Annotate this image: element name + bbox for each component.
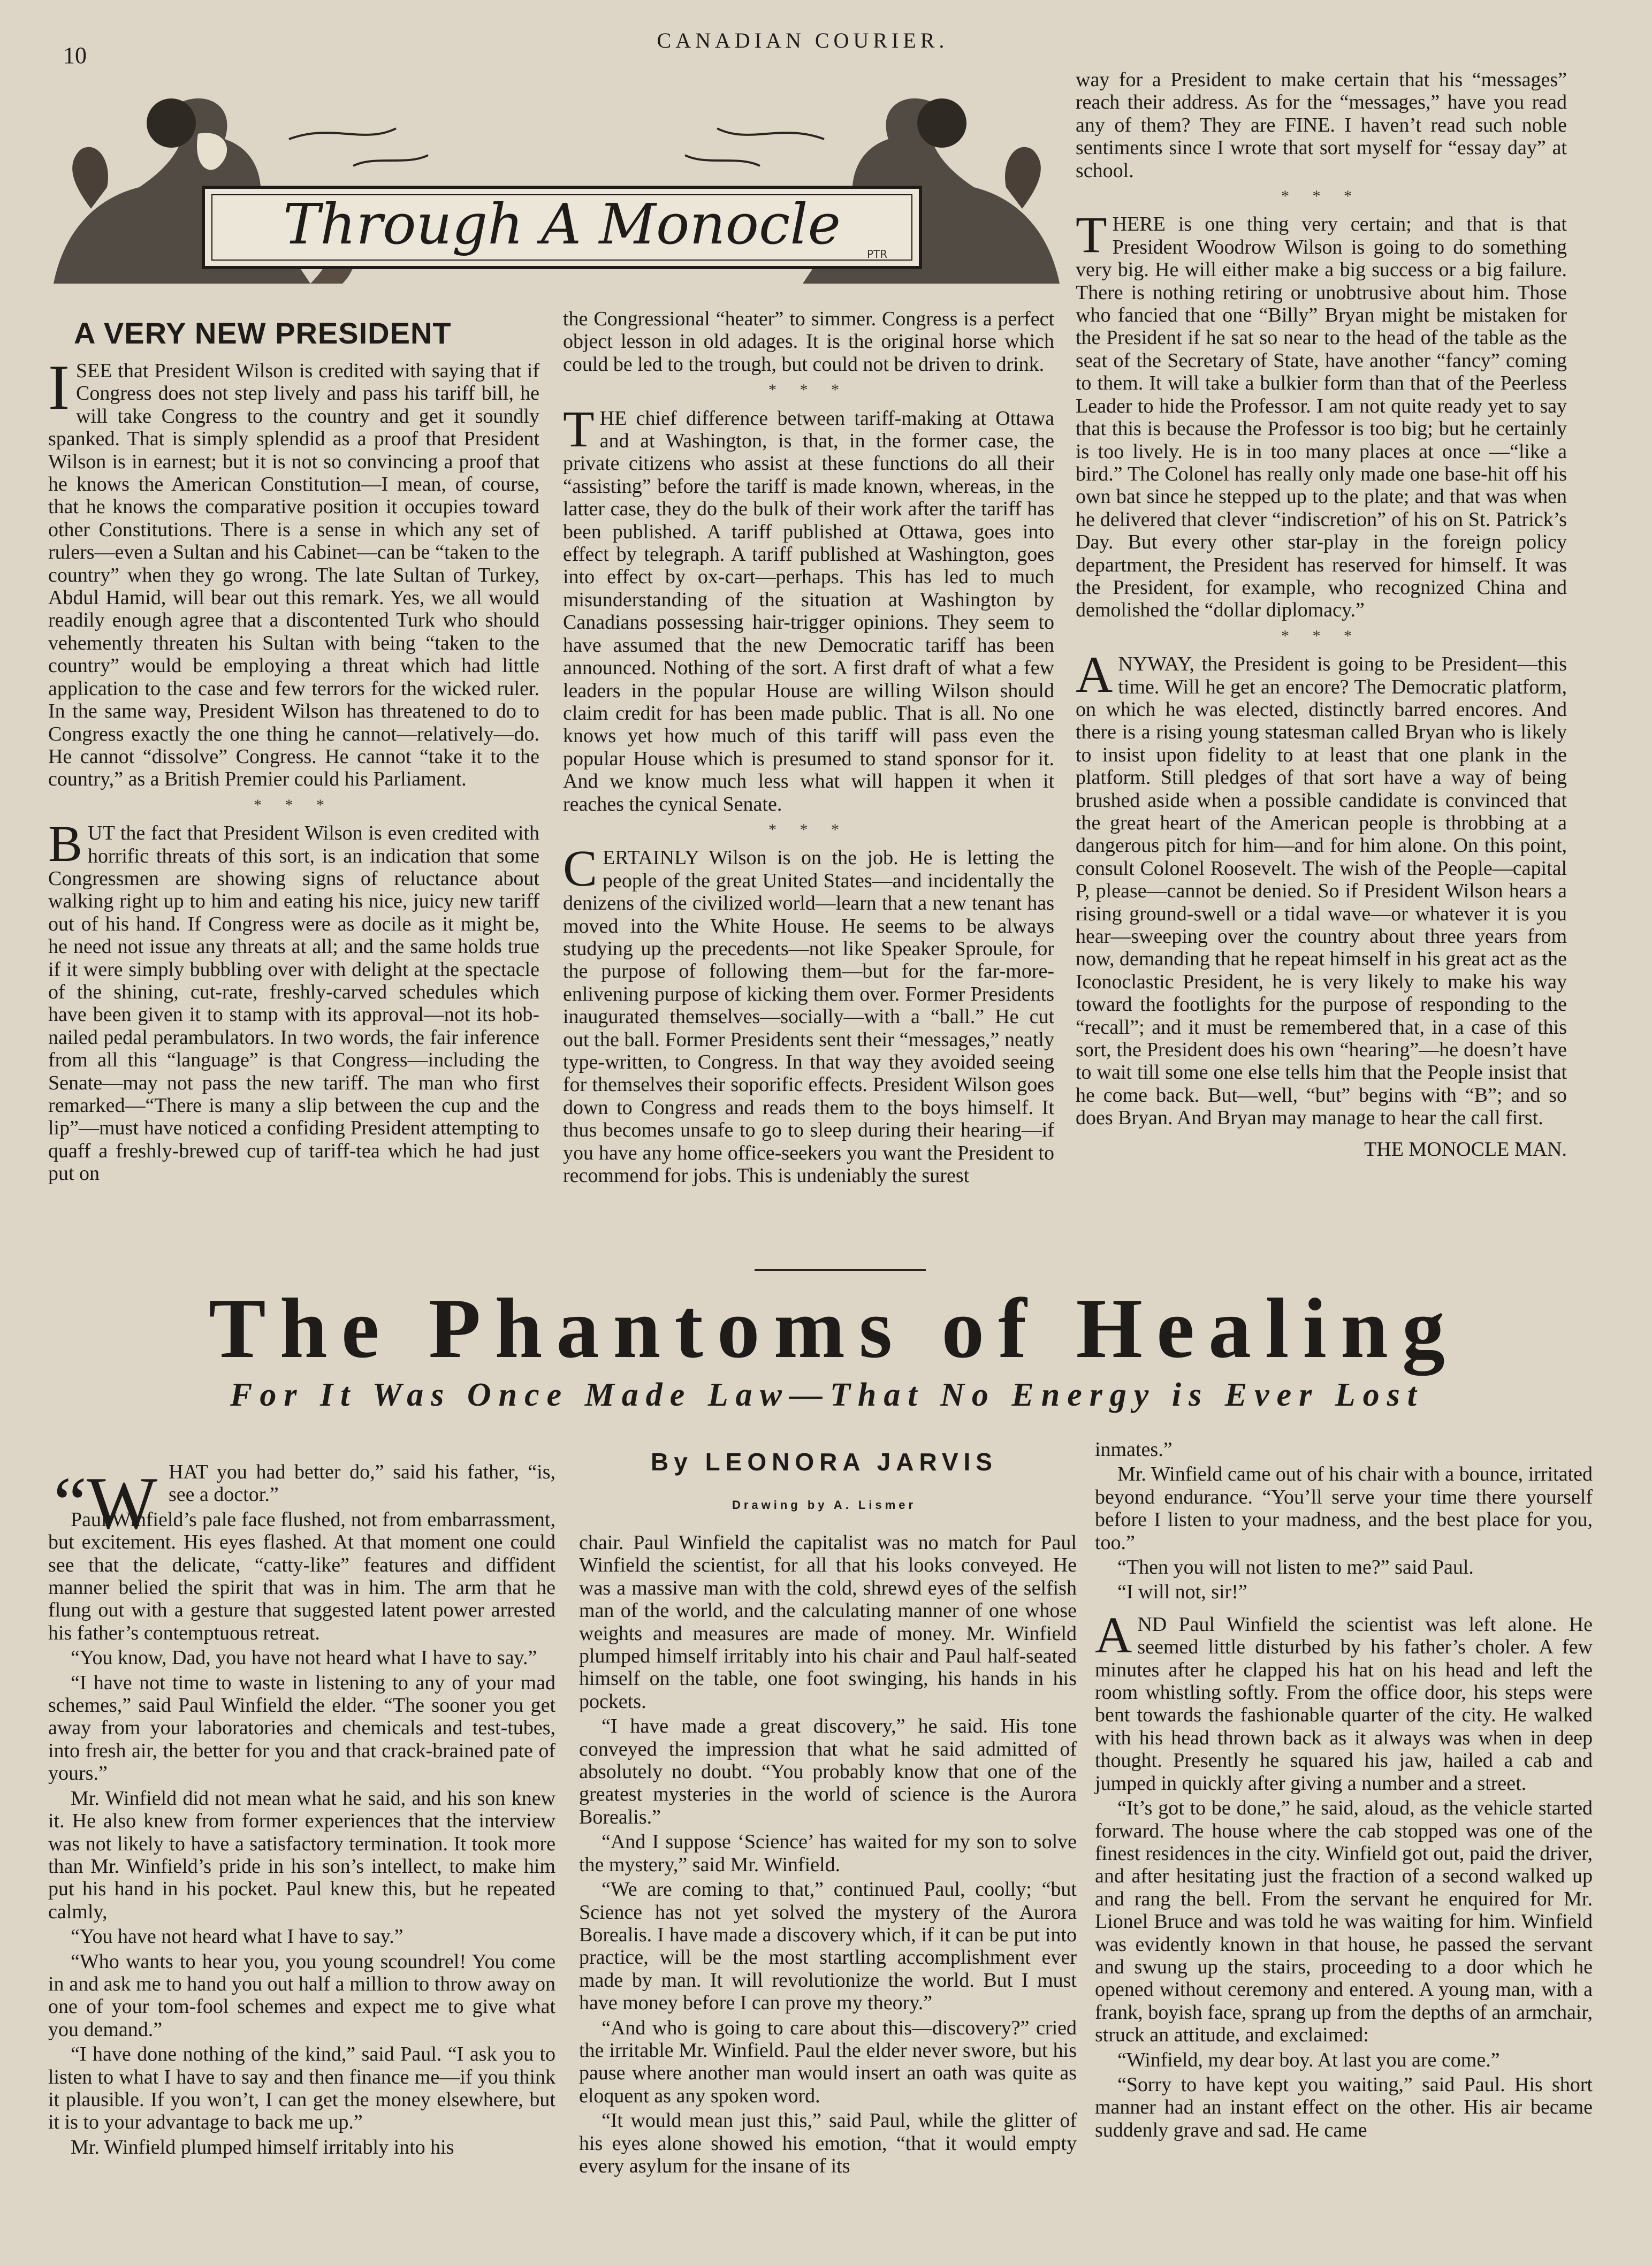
story-col3-paragraph-1: inmates.” xyxy=(1095,1438,1173,1461)
story-col1-paragraph-9: Mr. Winfield plumped himself irritably into his xyxy=(71,2136,454,2159)
story-col1-paragraph-7: “Who wants to hear you, you young scoundrel! You come in and ask me to hand you out half a million to throw away on one of your tom-fool schemes and expect me to give what you demand.” xyxy=(48,1950,555,2041)
story-illustration-credit: Drawing by A. Lismer xyxy=(732,1498,917,1512)
separator-stars: * * * xyxy=(1281,627,1361,645)
monocle-col2-paragraph-3: CERTAINLY Wilson is on the job. He is letting the people of the great United States—and incidentally the denizens of the civilized world—learn that a new tenant has moved into the White House. He seems to be always studying up the precedents—not like Speaker Sproule, for the purpose of following them—but for the far-more-enlivening purpose of kicking them over. Former Presidents inaugurated themselves—socially—with a “ball.” He cut out the ball. Former Presidents sent their “messages,” neatly type-written, to Congress. In that way they avoided seeing for themselves their soporific effects. President Wilson goes down to Congress and reads them to the boys himself. It thus becomes unsafe to go to sleep during their hearing—if you have any home office-seekers you want the President to recommend for jobs. This is undeniably the surest xyxy=(563,840,1054,1187)
story-subtitle: For It Was Once Made Law—That No Energy is Ever Lost xyxy=(230,1377,1424,1413)
section-divider xyxy=(755,1269,926,1271)
story-col1-paragraph-6: “You have not heard what I have to say.” xyxy=(71,1925,404,1948)
opening-quote-drop-cap: “W xyxy=(54,1462,158,1545)
story-col2-paragraph-5: “And who is going to care about this—discovery?” cried the irritable Mr. Winfield. Paul the elder never swore, but his pause where another man would insert an oath was quite as eloquent as any spoken word. xyxy=(579,2016,1077,2107)
story-col2-paragraph-4: “We are coming to that,” continued Paul, coolly; “but Science has not yet solved the mystery of the Aurora Borealis. I have made a discovery which, if it can be put into practice, will be the most startling accomplishment ever made by man. It will revolutionize the world. But I must have money before I can prove my theory.” xyxy=(579,1878,1077,2015)
banner-signature: PTR xyxy=(867,248,888,261)
separator-stars: * * * xyxy=(768,381,849,399)
page-number: 10 xyxy=(63,42,87,68)
story-column-1 xyxy=(48,1461,555,2161)
story-col2-paragraph-1: chair. Paul Winfield the capitalist was no match for Paul Winfield the scientist, for all that his looks conveyed. He was a massive man with the cold, shrewd eyes of the selfish man of the world, and the calculating manner of one whose weights and measures are made of money. Mr. Winfield plumped himself irritably into his chair and Paul half-seated himself on the table, one foot swinging, his hands in his pockets. xyxy=(579,1531,1077,1713)
story-col1-paragraph-5: Mr. Winfield did not mean what he said, and his son knew it. He also knew from former experiences that the interview was not likely to have a satisfactory termination. It took more than Mr. Winfield’s pride in his son’s intellect, to make him put his hand in his pocket. Paul knew this, but he repeated calmly, xyxy=(48,1787,555,1923)
story-col1-paragraph-2: Paul Winfield’s pale face flushed, not from embarrassment, but excitement. His eyes flashed. At that moment one could see that the delicate, “catty-like” features and diffident manner belied the spirit that was in him. The arm that he flung out with a gesture that suggested latent power arrested his father’s contemptuous retreat. xyxy=(48,1508,555,1644)
separator-stars: * * * xyxy=(768,820,849,838)
story-col3-paragraph-8: “Sorry to have kept you waiting,” said Paul. His short manner had an instant effect on the other. His air became suddenly grave and sad. He came xyxy=(1095,2073,1593,2141)
story-col3-paragraph-2: Mr. Winfield came out of his chair with a bounce, irritated beyond endurance. “You’ll serve your time there yourself before I listen to your madness, and the best place for you, too.” xyxy=(1095,1463,1593,1554)
monocle-column-3 xyxy=(1076,68,1567,1163)
story-col2-paragraph-6: “It would mean just this,” said Paul, while the glitter of his eyes alone showed his emotion, “that it would empty every asylum for the insane of its xyxy=(579,2109,1077,2177)
monocle-banner xyxy=(32,59,1081,294)
running-head: CANADIAN COURIER. xyxy=(657,28,949,52)
story-col3-paragraph-7: “Winfield, my dear boy. At last you are come.” xyxy=(1117,2048,1500,2071)
monocle-col3-paragraph-1: way for a President to make certain that his “messages” reach their address. As for the “messages,” have you read any of them? They are FINE. I haven’t read such noble sentiments since I wrote that sort myself for “essay day” at school. xyxy=(1076,68,1567,182)
monocle-col2-paragraph-2: THE chief difference between tariff-making at Ottawa and at Washington, is that, in the former case, the private citizens who assist at these functions do all their “assisting” before the tariff is made known, whereas, in the latter case, they do the bulk of their work after the tariff has been published. A tariff published at Ottawa, goes into effect by telegraph. A tariff published at Washington, goes into effect by ox-cart—perhaps. This has led to much misunderstanding of the situation at Washington by Canadians possessing hair-trigger opinions. They seem to have assumed that the new Democratic tariff has been announced. Nothing of the sort. A first draft of what a few leaders in the popular House are willing Wilson should claim credit for has been made public. That is all. No one knows yet how much of this tariff will pass even the popular House which is presumed to stand sponsor for it. And we know much less what will happen it when it reaches the cynical Senate. xyxy=(563,400,1054,815)
story-col1-paragraph-1: HAT you had better do,” said his father, “is, see a doctor.” xyxy=(169,1461,555,1506)
story-column-2 xyxy=(579,1531,1077,2179)
story-title: The Phantoms of Healing xyxy=(209,1280,1459,1376)
monocle-column-2 xyxy=(563,308,1054,1189)
monocle-col1-paragraph-1: ISEE that President Wilson is credited with saying that if Congress does not step lively and pass his tariff bill, he will take Congress to the country and get it soundly spanked. That is simply splendid as a proof that President Wilson is in earnest; but it is not so convincing a proof that he knows the American Constitution—I mean, of course, that he knows the comparative position it occupies toward other Constitutions. There is a sense in which any set of rulers—even a Sultan and his Cabinet—can be “taken to the country” when they go wrong. The late Sultan of Turkey, Abdul Hamid, will bear out this remark. Yes, we all would readily enough agree that a discontented Turk who should vehemently threaten his Sultan with being “taken to the country” would be employing a threat which had little application to the case and few terrors for the wicked ruler. In the same way, President Wilson has threatened to do to Congress exactly the one thing he cannot—relatively—do. He cannot “dissolve” Congress. He cannot “take it to the country,” as a British Premier could his Parliament. xyxy=(48,352,539,791)
monocle-heading: A VERY NEW PRESIDENT xyxy=(74,316,452,350)
story-col1-paragraph-3: “You know, Dad, you have not heard what I have to say.” xyxy=(71,1646,537,1669)
banner-title: Through A Monocle xyxy=(283,192,841,257)
story-col2-paragraph-3: “And I suppose ‘Science’ has waited for my son to solve the mystery,” said Mr. Winfield. xyxy=(579,1831,1077,1876)
monocle-col1-paragraph-2: BUT the fact that President Wilson is even credited with horrific threats of this sort, is an indication that some Congressmen are showing signs of reluctance about walking right up to him and eating his nice, juicy new tariff out of his hand. If Congress were as docile as it might be, he need not issue any threats at all; and the same holds true if it were simply bubbling over with delight at the spectacle of the shining, cut-rate, freshly-carved schedules which have been given it to stamp with its approval—not its hob-nailed pedal perambulators. In two words, the fair inference from all this “language” is that Congress—including the Senate—may not pass the new tariff. The man who first remarked—“There is many a slip between the cup and the lip”—must have noticed a confiding President attempting to quaff a freshly-brewed cup of tariff-tea which he had just put on xyxy=(48,815,539,1185)
monocle-col3-paragraph-3: ANYWAY, the President is going to be President—this time. Will he get an encore? The Democratic platform, on which he was elected, distinctly barred encores. And there is a rising young statesman called Bryan who is likely to insist upon fidelity to at least that one plank in the platform. Still pledges of that sort have a way of being brushed aside when a possible candidate is convinced that the great heart of the American people is throbbing at a dangerous pitch for him—and for him alone. On this point, consult Colonel Roosevelt. The wish of the People—capital P, please—cannot be denied. So if President Wilson hears a rising ground-swell or a tidal wave—or whatever it is you hear—sweeping over the country about three years from now, demanding that he repeat himself in his great act as the Iconoclastic President, he is very likely to make his way toward the footlights for the purpose of responding to the “recall”; and it must be remembered that, in a case of this sort, the President does his own “hearing”—he doesn’t have to wait till some one else tells him that the People insist that he come back. But—well, “but” begins with “B”; and so does Bryan. And Bryan may manage to hear the call first. xyxy=(1076,646,1567,1130)
story-column-3 xyxy=(1095,1438,1593,2144)
story-col1-paragraph-4: “I have not time to waste in listening to any of your mad schemes,” said Paul Winfield the elder. “The sooner you get away from your laboratories and chemicals and test-tubes, into fresh air, the better for you and that crack-brained pate of yours.” xyxy=(48,1671,555,1785)
banner-illustration xyxy=(32,59,1081,294)
story-col1-paragraph-8: “I have done nothing of the kind,” said Paul. “I ask you to listen to what I have to say and then finance me—if you think it plausible. If you won’t, I can get the money elsewhere, but it is to your advantage to back me up.” xyxy=(48,2043,555,2134)
story-col2-paragraph-2: “I have made a great discovery,” he said. His tone conveyed the impression that what he said admitted of absolutely no doubt. “You probably know that one of the greatest mysteries in the world of science is the Aurora Borealis.” xyxy=(579,1715,1077,1828)
monocle-column-1 xyxy=(48,352,539,1187)
separator-stars: * * * xyxy=(1281,187,1361,205)
story-col3-paragraph-4: “I will not, sir!” xyxy=(1117,1581,1247,1604)
monocle-signature: THE MONOCLE MAN. xyxy=(1364,1138,1567,1161)
story-byline: By LEONORA JARVIS xyxy=(651,1448,998,1476)
story-col3-paragraph-5: AND Paul Winfield the scientist was left alone. He seemed little disturbed by his father’s choler. A few minutes after he clapped his hat on his head and left the room whistling softly. From the office door, his steps were bent towards the fashionable quarter of the city. He walked with his head thrown back as it always was when in deep thought. Presently he squared his jaw, hailed a cab and jumped in quickly after giving a number and a street. xyxy=(1095,1606,1593,1795)
monocle-col3-paragraph-2: THERE is one thing very certain; and that is that President Woodrow Wilson is going to do something very big. He will either make a big success or a big failure. There is nothing retiring or unobtrusive about him. Those who fancied that one “Billy” Bryan might be mistaken for the President if he sat so near to the head of the table as the seat of the Secretary of State, have another “fancy” coming to them. It will take a bulkier form than that of the Peerless Leader to hide the Professor. I am not quite ready yet to say that this is because the Professor is too big; but he certainly is too lively. He is in too many places at once —“like a bird.” The Colonel has really only made one base-hit off his own bat since he stepped up to the plate; and that was when he delivered that clever “indiscretion” of his on St. Patrick’s Day. But every other star-play in the foreign policy department, the President has reserved for himself. It was the President, for example, who recognized China and demolished the “dollar diplomacy.” xyxy=(1076,206,1567,622)
monocle-col2-paragraph-1: the Congressional “heater” to simmer. Congress is a perfect object lesson in old adages. It is the original horse which could be led to the trough, but could not be driven to drink. xyxy=(563,308,1054,376)
story-col3-paragraph-3: “Then you will not listen to me?” said Paul. xyxy=(1117,1556,1474,1579)
story-col3-paragraph-6: “It’s got to be done,” he said, aloud, as the vehicle started forward. The house where the cab stopped was one of the finest residences in the city. Winfield got out, paid the driver, and after hesitating just the fraction of a second walked up and rang the bell. From the servant he enquired for Mr. Lionel Bruce and was told he was waiting for him. Winfield was evidently known in that house, he passed the servant and swung up the stairs, proceeding to a door which he opened without ceremony and entered. A young man, with a frank, boyish face, sprang up from the depths of an armchair, struck an attitude, and exclaimed: xyxy=(1095,1797,1593,2047)
separator-stars: * * * xyxy=(254,796,334,814)
